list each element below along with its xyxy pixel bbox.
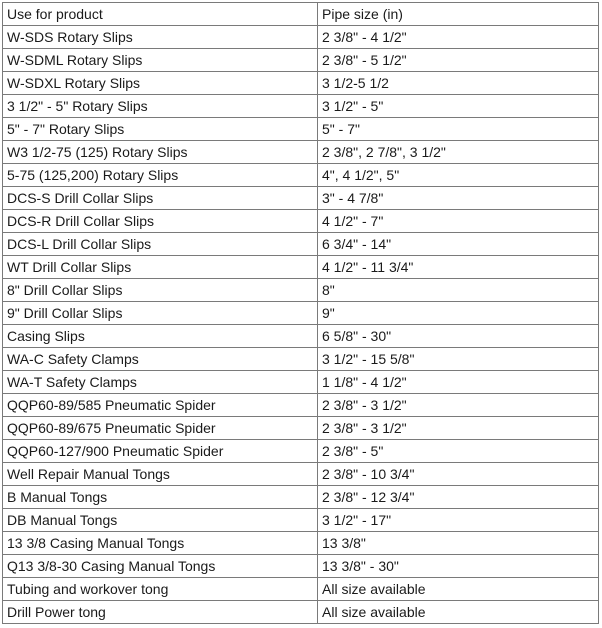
product-cell: WT Drill Collar Slips: [3, 256, 318, 279]
column-header-pipe-size: Pipe size (in): [318, 3, 599, 26]
pipe-size-cell: 2 3/8" - 5": [318, 440, 599, 463]
pipe-size-cell: 2 3/8" - 12 3/4": [318, 486, 599, 509]
pipe-size-cell: 8": [318, 279, 599, 302]
table-header-row: [3, 3, 599, 26]
product-cell: Well Repair Manual Tongs: [3, 463, 318, 486]
table-row: [3, 49, 599, 72]
product-cell: B Manual Tongs: [3, 486, 318, 509]
pipe-size-cell: 2 3/8" - 10 3/4": [318, 463, 599, 486]
product-cell: Casing Slips: [3, 325, 318, 348]
product-cell: 8" Drill Collar Slips: [3, 279, 318, 302]
product-cell: 5-75 (125,200) Rotary Slips: [3, 164, 318, 187]
product-cell: Drill Power tong: [3, 601, 318, 624]
product-cell: 9" Drill Collar Slips: [3, 302, 318, 325]
pipe-size-cell: 3 1/2" - 17": [318, 509, 599, 532]
pipe-size-cell: 2 3/8" - 3 1/2": [318, 417, 599, 440]
table-row: [3, 302, 599, 325]
pipe-size-cell: 3 1/2" - 15 5/8": [318, 348, 599, 371]
pipe-size-cell: 2 3/8", 2 7/8", 3 1/2": [318, 141, 599, 164]
table-row: [3, 532, 599, 555]
pipe-size-cell: All size available: [318, 578, 599, 601]
table-row: [3, 578, 599, 601]
pipe-size-cell: 1 1/8" - 4 1/2": [318, 371, 599, 394]
product-cell: QQP60-89/675 Pneumatic Spider: [3, 417, 318, 440]
table-row: [3, 164, 599, 187]
table-row: [3, 417, 599, 440]
table-row: [3, 440, 599, 463]
product-cell: DCS-R Drill Collar Slips: [3, 210, 318, 233]
product-cell: QQP60-89/585 Pneumatic Spider: [3, 394, 318, 417]
product-cell: W-SDS Rotary Slips: [3, 26, 318, 49]
pipe-size-cell: 2 3/8" - 3 1/2": [318, 394, 599, 417]
pipe-size-cell: All size available: [318, 601, 599, 624]
product-cell: QQP60-127/900 Pneumatic Spider: [3, 440, 318, 463]
column-header-product: Use for product: [3, 3, 318, 26]
product-cell: DB Manual Tongs: [3, 509, 318, 532]
table-row: [3, 187, 599, 210]
pipe-size-cell: 9": [318, 302, 599, 325]
pipe-size-cell: 4 1/2" - 7": [318, 210, 599, 233]
table-row: [3, 95, 599, 118]
table-row: [3, 486, 599, 509]
pipe-size-cell: 3 1/2-5 1/2: [318, 72, 599, 95]
product-cell: Tubing and workover tong: [3, 578, 318, 601]
table-row: [3, 601, 599, 624]
table-row: [3, 325, 599, 348]
table-row: [3, 348, 599, 371]
product-size-table-container: [2, 2, 599, 624]
pipe-size-cell: 3 1/2" - 5": [318, 95, 599, 118]
pipe-size-cell: 2 3/8" - 4 1/2": [318, 26, 599, 49]
table-row: [3, 256, 599, 279]
product-cell: Q13 3/8-30 Casing Manual Tongs: [3, 555, 318, 578]
pipe-size-cell: 5" - 7": [318, 118, 599, 141]
product-cell: 5" - 7" Rotary Slips: [3, 118, 318, 141]
pipe-size-cell: 13 3/8": [318, 532, 599, 555]
pipe-size-cell: 6 3/4" - 14": [318, 233, 599, 256]
product-cell: DCS-L Drill Collar Slips: [3, 233, 318, 256]
table-row: [3, 233, 599, 256]
pipe-size-cell: 2 3/8" - 5 1/2": [318, 49, 599, 72]
product-cell: WA-T Safety Clamps: [3, 371, 318, 394]
table-row: [3, 210, 599, 233]
table-row: [3, 555, 599, 578]
product-cell: W-SDXL Rotary Slips: [3, 72, 318, 95]
table-row: [3, 26, 599, 49]
product-size-table: [2, 2, 599, 624]
table-row: [3, 118, 599, 141]
pipe-size-cell: 13 3/8" - 30": [318, 555, 599, 578]
product-cell: W-SDML Rotary Slips: [3, 49, 318, 72]
table-row: [3, 72, 599, 95]
pipe-size-cell: 6 5/8" - 30": [318, 325, 599, 348]
product-cell: 13 3/8 Casing Manual Tongs: [3, 532, 318, 555]
pipe-size-cell: 4", 4 1/2", 5": [318, 164, 599, 187]
table-body: [3, 26, 599, 624]
product-cell: 3 1/2" - 5" Rotary Slips: [3, 95, 318, 118]
table-row: [3, 141, 599, 164]
pipe-size-cell: 4 1/2" - 11 3/4": [318, 256, 599, 279]
pipe-size-cell: 3" - 4 7/8": [318, 187, 599, 210]
table-row: [3, 394, 599, 417]
table-row: [3, 509, 599, 532]
table-row: [3, 463, 599, 486]
product-cell: W3 1/2-75 (125) Rotary Slips: [3, 141, 318, 164]
product-cell: WA-C Safety Clamps: [3, 348, 318, 371]
product-cell: DCS-S Drill Collar Slips: [3, 187, 318, 210]
table-row: [3, 371, 599, 394]
table-row: [3, 279, 599, 302]
